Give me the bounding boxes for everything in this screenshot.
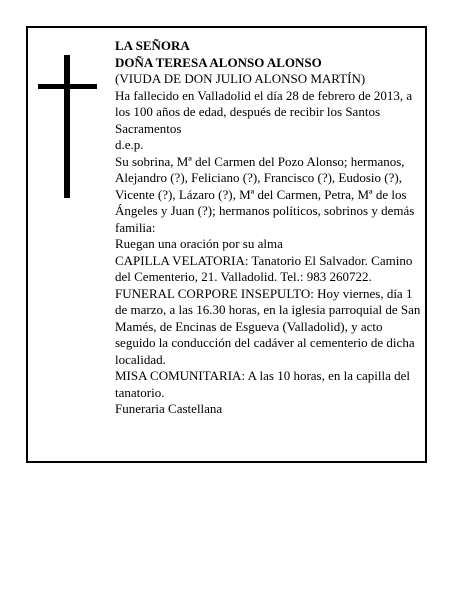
cross-icon-bar: [38, 84, 97, 89]
deceased-name: DOÑA TERESA ALONSO ALONSO: [115, 54, 322, 70]
mass-info: MISA COMUNITARIA: A las 10 horas, en la capilla del tanatorio.: [115, 368, 411, 400]
family-list: Su sobrina, Mª del Carmen del Pozo Alonso; hermanos, Alejandro (?), Feliciano (?), Francisco (?), Eudosio (?), Vicente (?), Lázaro (?), Mª del Carmen, Petra, Mª de los Ángeles y Juan (?); hermanos políticos, sobrinos y demás familia:: [115, 153, 415, 235]
notice-title: LA SEÑORA: [115, 38, 190, 53]
rip-line: d.e.p.: [115, 137, 144, 152]
funeral-home: Funeraria Castellana: [115, 401, 223, 416]
obituary-text: [115, 38, 423, 418]
deceased-subtitle: (VIUDA DE DON JULIO ALONSO MARTÍN): [115, 71, 366, 86]
prayer-request: Ruegan una oración por su alma: [115, 236, 283, 251]
death-announcement: Ha fallecido en Valladolid el día 28 de febrero de 2013, a los 100 años de edad, después de recibir los Santos Sacramentos: [115, 87, 413, 136]
cross-icon: [64, 55, 70, 198]
funeral-info: FUNERAL CORPORE INSEPULTO: Hoy viernes, día 1 de marzo, a las 16.30 horas, en la iglesia parroquial de San Mamés, de Encinas de Esgueva (Valladolid), y acto seguido la conducción del cadáver al cementerio de dicha localidad.: [115, 285, 421, 367]
chapel-info: CAPILLA VELATORIA: Tanatorio El Salvador. Camino del Cementerio, 21. Valladolid. Tel.: 983 260722.: [115, 252, 413, 284]
